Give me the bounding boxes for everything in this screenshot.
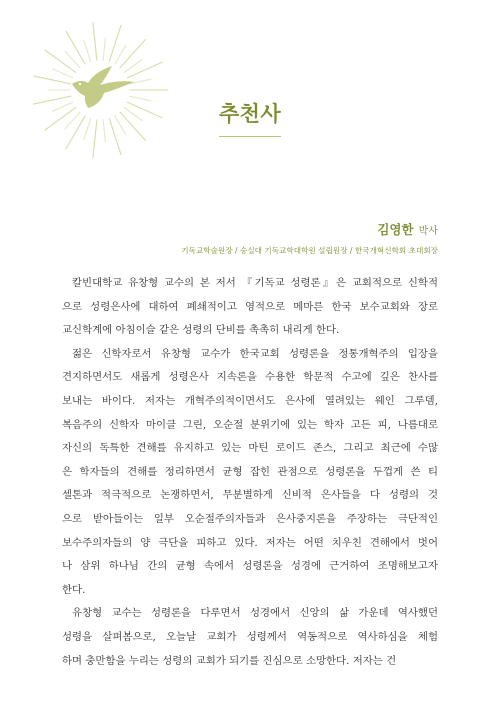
body-line: 자신의 독특한 견해를 유지하고 있는 마틴 로이드 존스, 그리고 최근에 수많: [62, 442, 438, 455]
body-line: 젊은 신학자로서 유창형 교수가 한국교회 성령론을 정통개혁주의 입장을: [72, 347, 438, 360]
body-paragraph: [62, 343, 438, 603]
body-line: 칼빈대학교 유창형 교수의 본 저서 『기독교 성령론』은 교회적으로 신학적: [72, 277, 438, 289]
body-line: 하며 충만함을 누리는 성령의 교회가 되기를 진심으로 소망한다. 저자는 건: [62, 654, 397, 667]
body-line: 보내는 바이다. 저자는 개혁주의적이면서도 은사에 열려있는 웨인 그루뎀,: [62, 394, 438, 407]
body-text: [62, 272, 438, 673]
body-line: 복음주의 신학자 마이클 그린, 오순절 분위기에 있는 학자 고든 피, 나름대로: [62, 418, 438, 431]
title-area: [0, 98, 500, 137]
body-line: 견지하면서도 새롭게 성령은사 지속론을 수용한 학문적 수고에 깊은 찬사를: [62, 371, 438, 384]
body-paragraph: [62, 602, 438, 673]
body-paragraph: [62, 272, 438, 343]
dove-icon: [30, 20, 170, 170]
body-line: 은 학자들의 견해를 정리하면서 균형 잡힌 관점으로 성령론을 두껍게 쓴 티: [62, 465, 438, 478]
author-affiliation: 기독교학술원장 / 숭실대 기독교학대학원 설립원장 / 한국개혁신학회 초대회장: [181, 246, 438, 255]
body-line: 한다.: [62, 583, 86, 596]
body-line: 교신학계에 아침이슬 같은 성령의 단비를 촉촉히 내리게 한다.: [62, 324, 340, 337]
author-title: 박사: [418, 226, 438, 237]
body-line: 성령을 살펴봄으로, 오늘날 교회가 성령께서 역동적으로 역사하심을 체험: [62, 630, 438, 643]
page-title: 추천사: [219, 98, 281, 137]
author-name: 김영한: [377, 222, 414, 237]
body-line: 으로 성령은사에 대하여 폐쇄적이고 영적으로 메마른 한국 보수교회와 장로: [62, 300, 438, 313]
body-line: 나 삼위 하나님 간의 균형 속에서 성령론을 성경에 근거하여 조명해보고자: [62, 560, 438, 573]
body-line: 유창형 교수는 성령론을 다루면서 성경에서 신앙의 삶 가운데 역사했던: [72, 607, 438, 620]
body-line: 셀톤과 적극적으로 논쟁하면서, 무분별하게 신비적 은사들을 다 성령의 것: [62, 489, 438, 502]
body-line: 보수주의자들의 양 극단을 피하고 있다. 저자는 어떤 치우친 견해에서 벗어: [62, 536, 438, 549]
author-block: [181, 219, 438, 256]
body-line: 으로 받아들이는 일부 오순절주의자들과 은사중지론을 주장하는 극단적인: [62, 512, 438, 525]
